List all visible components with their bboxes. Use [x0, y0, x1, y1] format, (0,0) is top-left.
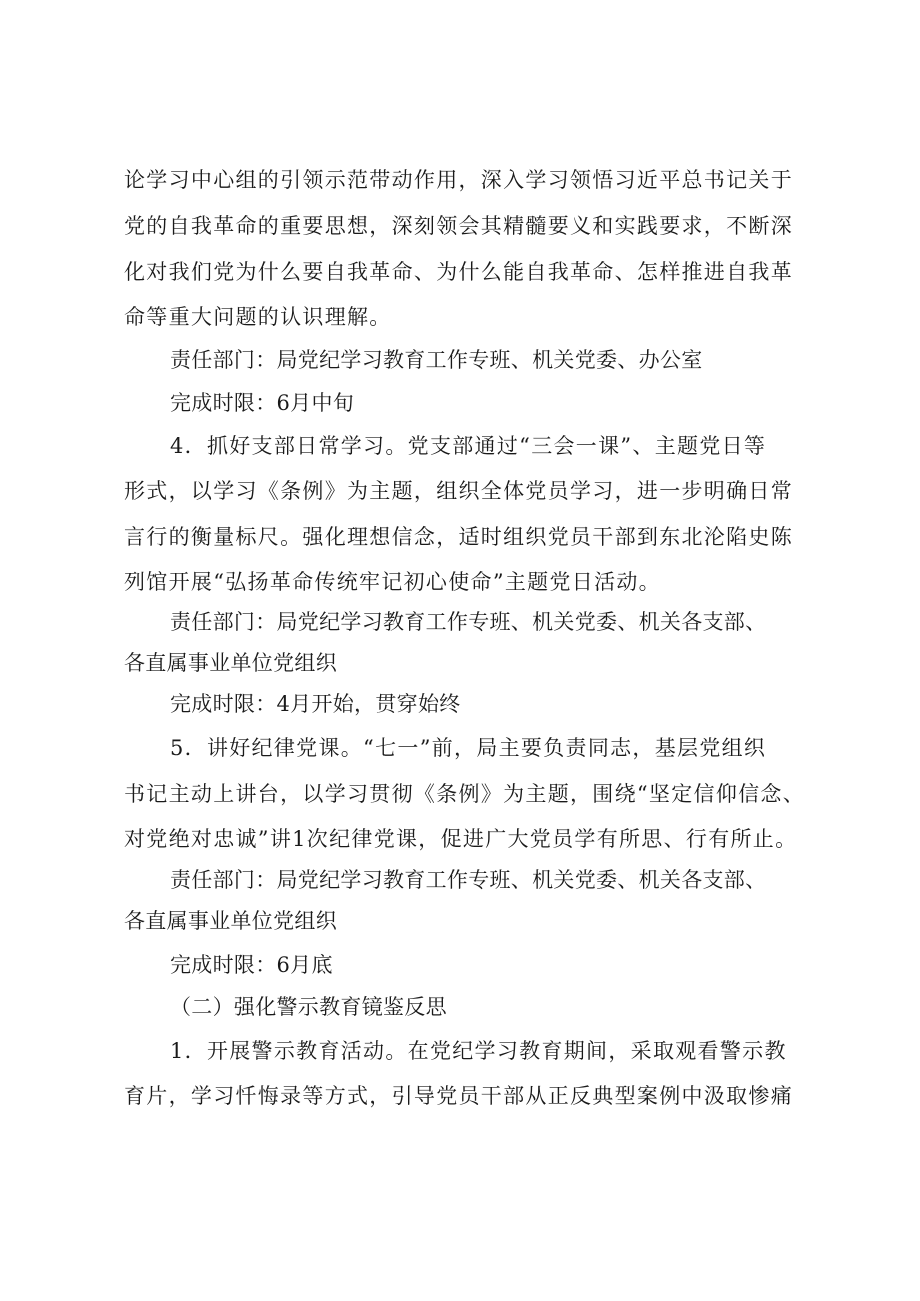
body-text-line: 论学习中心组的引领示范带动作用，深入学习领悟习近平总书记关于	[124, 168, 793, 192]
section-subheading: （二）强化警示教育镜鉴反思	[170, 995, 447, 1019]
responsible-department-line: 责任部门：局党纪学习教育工作专班、机关党委、办公室	[170, 348, 703, 372]
body-text-line: 命等重大问题的认识理解。	[124, 305, 392, 329]
deadline-line: 完成时限：6月中旬	[170, 391, 355, 415]
body-text-line: 书记主动上讲台，以学习贯彻《条例》为主题，围绕“坚定信仰信念、	[124, 782, 806, 806]
body-text-line: 列馆开展“弘扬革命传统牢记初心使命”主题党日活动。	[124, 570, 661, 594]
responsible-department-line: 各直属事业单位党组织	[124, 651, 337, 675]
section-item-heading: 1．开展警示教育活动。在党纪学习教育期间，采取观看警示教	[170, 1039, 787, 1063]
body-text-line: 化对我们党为什么要自我革命、为什么能自我革命、怎样推进自我革	[124, 260, 793, 284]
section-item-heading: 5．讲好纪律党课。“七一”前，局主要负责同志，基层党组织	[170, 736, 767, 760]
responsible-department-line: 各直属事业单位党组织	[124, 909, 337, 933]
deadline-line: 完成时限：4月开始，贯穿始终	[170, 692, 461, 716]
responsible-department-line: 责任部门：局党纪学习教育工作专班、机关党委、机关各支部、	[170, 868, 767, 892]
section-item-heading: 4．抓好支部日常学习。党支部通过“三会一课”、主题党日等	[170, 434, 767, 458]
body-text-line: 育片，学习忏悔录等方式，引导党员干部从正反典型案例中汲取惨痛	[124, 1084, 793, 1108]
body-text-line: 言行的衡量标尺。强化理想信念，适时组织党员干部到东北沦陷史陈	[124, 525, 793, 549]
responsible-department-line: 责任部门：局党纪学习教育工作专班、机关党委、机关各支部、	[170, 610, 767, 634]
body-text-line: 对党绝对忠诚”讲1次纪律党课，促进广大党员学有所思、行有所止。	[124, 827, 798, 851]
deadline-line: 完成时限：6月底	[170, 953, 333, 977]
body-text-line: 形式，以学习《条例》为主题，组织全体党员学习，进一步明确日常	[124, 479, 793, 503]
body-text-line: 党的自我革命的重要思想，深刻领会其精髓要义和实践要求，不断深	[124, 214, 793, 238]
